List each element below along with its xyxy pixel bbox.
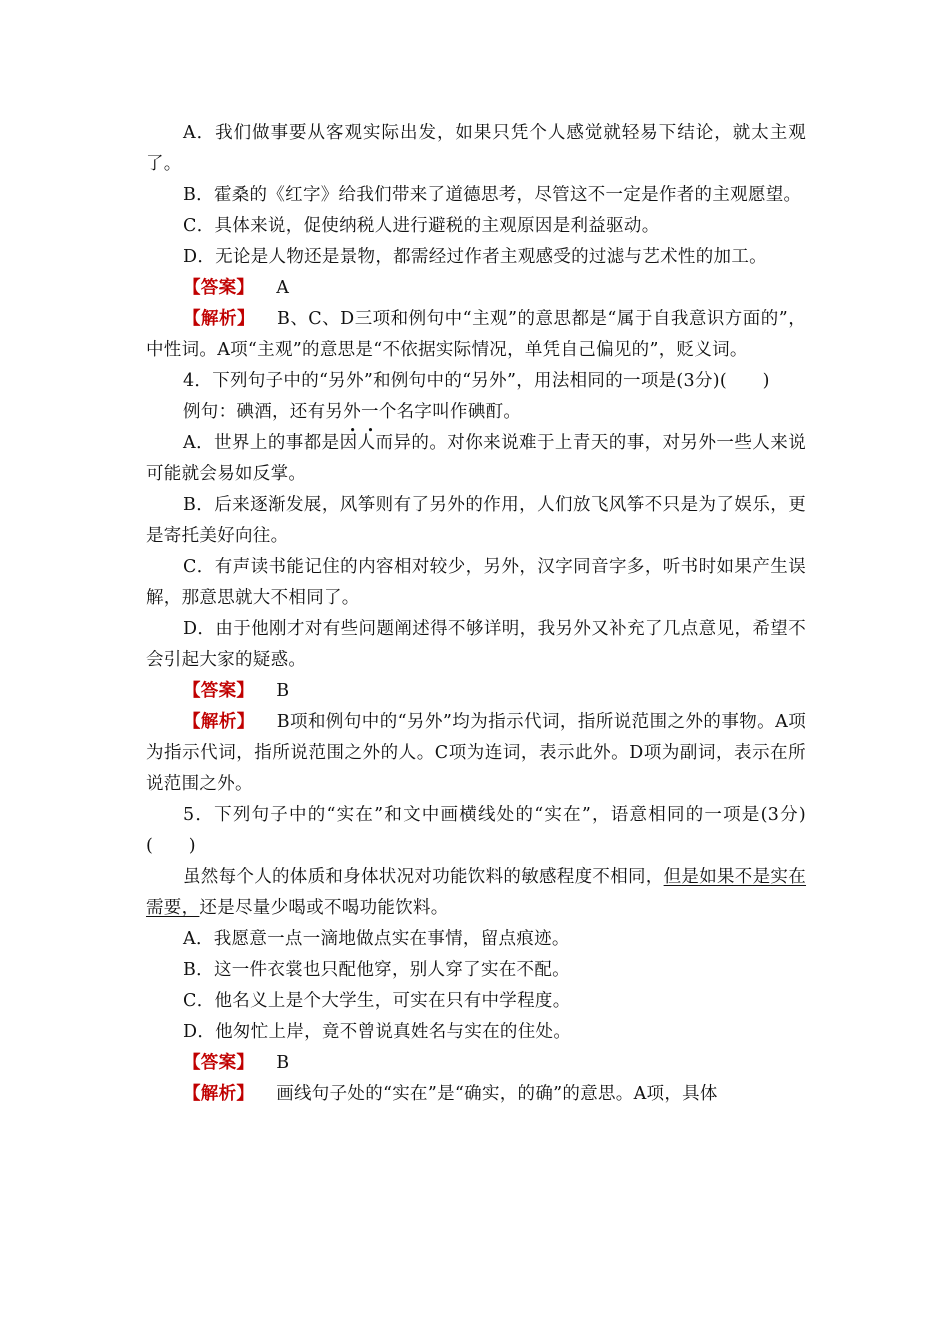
answer-value: B — [276, 1053, 290, 1073]
document-page — [146, 118, 806, 1110]
q4-option-a: A．世界上的事都是因人而异的。对你来说难于上青天的事，对另外一些人来说可能就会易如反掌。 — [146, 433, 806, 484]
q5-answer — [146, 1048, 806, 1079]
analysis-text: 画线句子处的“实在”是“确实，的确”的意思。A项，具体 — [276, 1084, 718, 1104]
q5-option-a: A．我愿意一点一滴地做点实在事情，留点痕迹。 — [183, 929, 570, 949]
emphasis-dot-char: 另 — [325, 402, 344, 422]
q4-option-d: D．由于他刚才对有些问题阐述得不够详明，我另外又补充了几点意见，希望不会引起大家的疑惑。 — [146, 619, 806, 670]
q4-option-c: C．有声读书能记住的内容相对较少，另外，汉字同音字多，听书时如果产生误解，那意思就大不相同了。 — [146, 557, 806, 608]
q3-option-d: D．无论是人物还是景物，都需经过作者主观感受的过滤与艺术性的加工。 — [183, 247, 767, 267]
q3-analysis — [146, 304, 806, 366]
answer-value: B — [276, 681, 290, 701]
q4-option-b: B．后来逐渐发展，风筝则有了另外的作用，人们放飞风筝不只是为了娱乐，更是寄托美好向往。 — [146, 495, 806, 546]
analysis-text: B项和例句中的“另外”均为指示代词，指所说范围之外的事物。A项为指示代词，指所说范围之外的人。C项为连词，表示此外。D项为副词，表示在所说范围之外。 — [146, 712, 806, 794]
q5-option-d: D．他匆忙上岸，竟不曾说真姓名与实在的住处。 — [183, 1022, 572, 1042]
q4-analysis — [146, 707, 806, 800]
analysis-tag: 【解析】 — [183, 309, 255, 329]
answer-tag: 【答案】 — [183, 1053, 255, 1073]
analysis-text: B、C、D三项和例句中“主观”的意思都是“属于自我意识方面的”，中性词。A项“主观”的意思是“不依据实际情况，单凭自己偏见的”，贬义词。 — [146, 309, 807, 360]
underlined-phrase: 但是如果不是实在需要， — [146, 867, 807, 918]
analysis-tag: 【解析】 — [183, 1084, 255, 1104]
emphasis-dot-char: 外 — [343, 402, 362, 422]
analysis-tag: 【解析】 — [183, 712, 255, 732]
q5-passage: 虽然每个人的体质和身体状况对功能饮料的敏感程度不相同，但是如果不是实在需要，还是尽量少喝或不喝功能饮料。 — [146, 867, 807, 918]
q5-stem: 5．下列句子中的“实在”和文中画横线处的“实在”，语意相同的一项是(3分)( ) — [146, 805, 806, 856]
q3-option-c: C．具体来说，促使纳税人进行避税的主观原因是利益驱动。 — [183, 216, 660, 236]
q3-option-b: B．霍桑的《红字》给我们带来了道德思考，尽管这不一定是作者的主观愿望。 — [183, 185, 802, 205]
q4-answer — [146, 676, 806, 707]
q3-option-a: A．我们做事要从客观实际出发，如果只凭个人感觉就轻易下结论，就太主观了。 — [146, 123, 806, 174]
q3-answer — [146, 273, 806, 304]
q5-analysis — [146, 1079, 806, 1110]
answer-tag: 【答案】 — [183, 278, 255, 298]
q4-example: 例句：碘酒，还有另外一个名字叫作碘酊。 — [183, 402, 522, 422]
answer-value: A — [276, 278, 290, 298]
q4-stem: 4．下列句子中的“另外”和例句中的“另外”，用法相同的一项是(3分)( ) — [183, 371, 770, 391]
q5-option-c: C．他名义上是个大学生，可实在只有中学程度。 — [183, 991, 571, 1011]
q5-option-b: B．这一件衣裳也只配他穿，别人穿了实在不配。 — [183, 960, 570, 980]
answer-tag: 【答案】 — [183, 681, 255, 701]
